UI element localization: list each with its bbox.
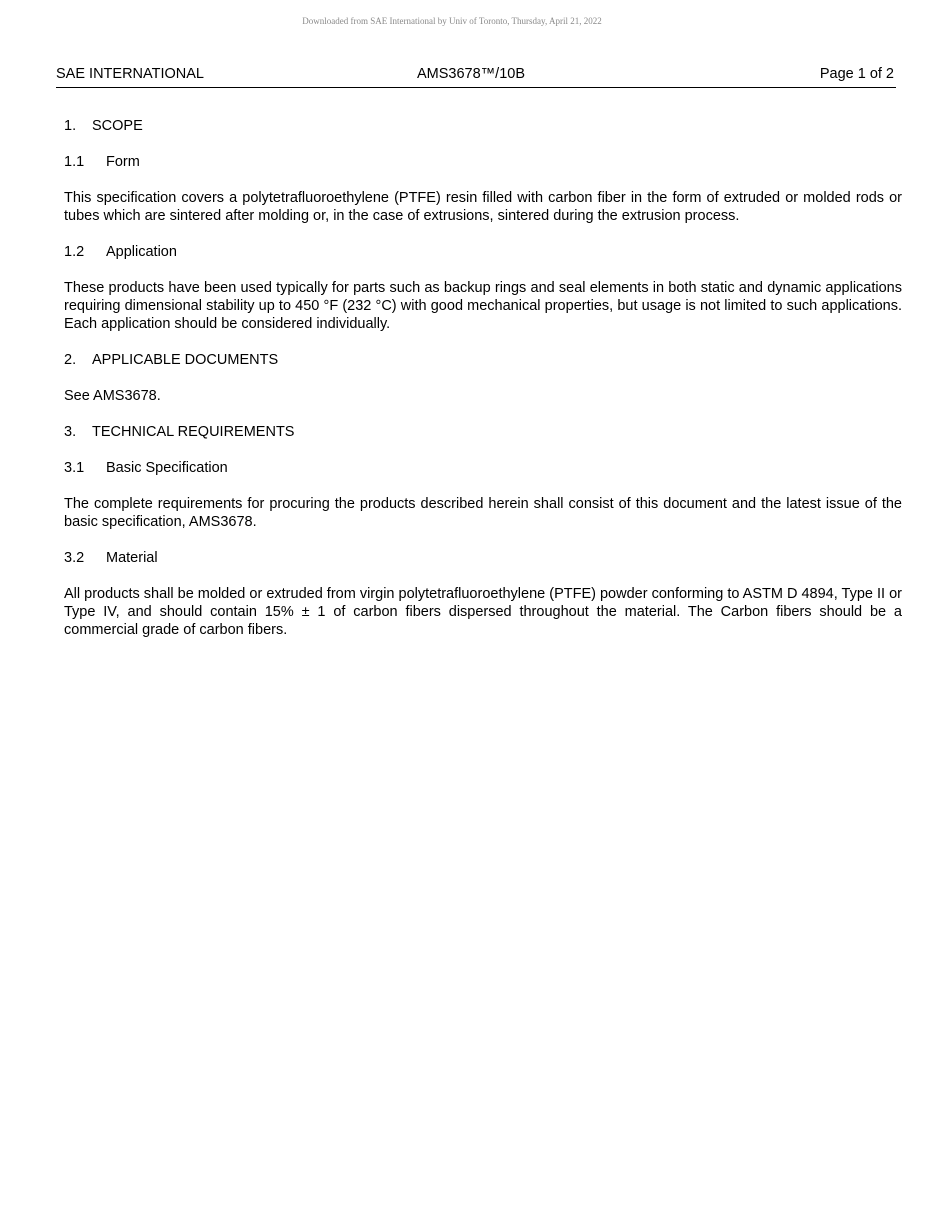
- section-heading-technical-requirements: [64, 423, 902, 441]
- section-title: APPLICABLE DOCUMENTS: [92, 352, 279, 368]
- paragraph-material: All products shall be molded or extruded from virgin polytetrafluoroethylene (PTFE) powder conforming to ASTM D 4894, Type II or Type IV, and should contain 15% ± 1 of carbon fibers dispersed throughout the material. The Carbon fibers should be a commercial grade of carbon fibers.: [64, 586, 902, 638]
- section-title: Form: [106, 154, 140, 170]
- header-organization: SAE INTERNATIONAL: [56, 66, 204, 82]
- section-number: 1.1: [64, 154, 85, 170]
- section-heading-scope: [64, 117, 902, 135]
- section-title: Basic Specification: [106, 460, 228, 476]
- section-title: SCOPE: [92, 118, 143, 134]
- paragraph-form: This specification covers a polytetrafluoroethylene (PTFE) resin filled with carbon fiber in the form of extruded or molded rods or tubes which are sintered after molding or, in the case of extrusions, sintered during the extrusion process.: [64, 190, 902, 224]
- section-heading-form: [64, 153, 902, 171]
- section-title: Application: [106, 244, 177, 260]
- section-number: 3.1: [64, 460, 85, 476]
- section-title: TECHNICAL REQUIREMENTS: [92, 424, 295, 440]
- document-body: [64, 117, 902, 657]
- section-number: 3.2: [64, 550, 85, 566]
- paragraph-applicable-documents: See AMS3678.: [64, 388, 161, 404]
- paragraph-application: These products have been used typically for parts such as backup rings and seal elements in both static and dynamic applications requiring dimensional stability up to 450 °F (232 °C) with good mechanical properties, but usage is not limited to such applications. Each application should be considered individually.: [64, 280, 902, 332]
- section-heading-material: [64, 549, 902, 567]
- section-number: 2.: [64, 352, 77, 368]
- section-title: Material: [106, 550, 158, 566]
- section-number: 3.: [64, 424, 77, 440]
- download-watermark: Downloaded from SAE International by Univ of Toronto, Thursday, April 21, 2022: [302, 16, 602, 26]
- section-number: 1.2: [64, 244, 85, 260]
- header-document-id: AMS3678™/10B: [417, 66, 526, 82]
- section-heading-applicable-documents: [64, 351, 902, 369]
- section-heading-application: [64, 243, 902, 261]
- paragraph-basic-specification: The complete requirements for procuring the products described herein shall consist of this document and the latest issue of the basic specification, AMS3678.: [64, 496, 902, 530]
- header-page-number: Page 1 of 2: [819, 66, 894, 82]
- section-heading-basic-specification: [64, 459, 902, 477]
- section-number: 1.: [64, 118, 77, 134]
- page-header: [56, 66, 896, 88]
